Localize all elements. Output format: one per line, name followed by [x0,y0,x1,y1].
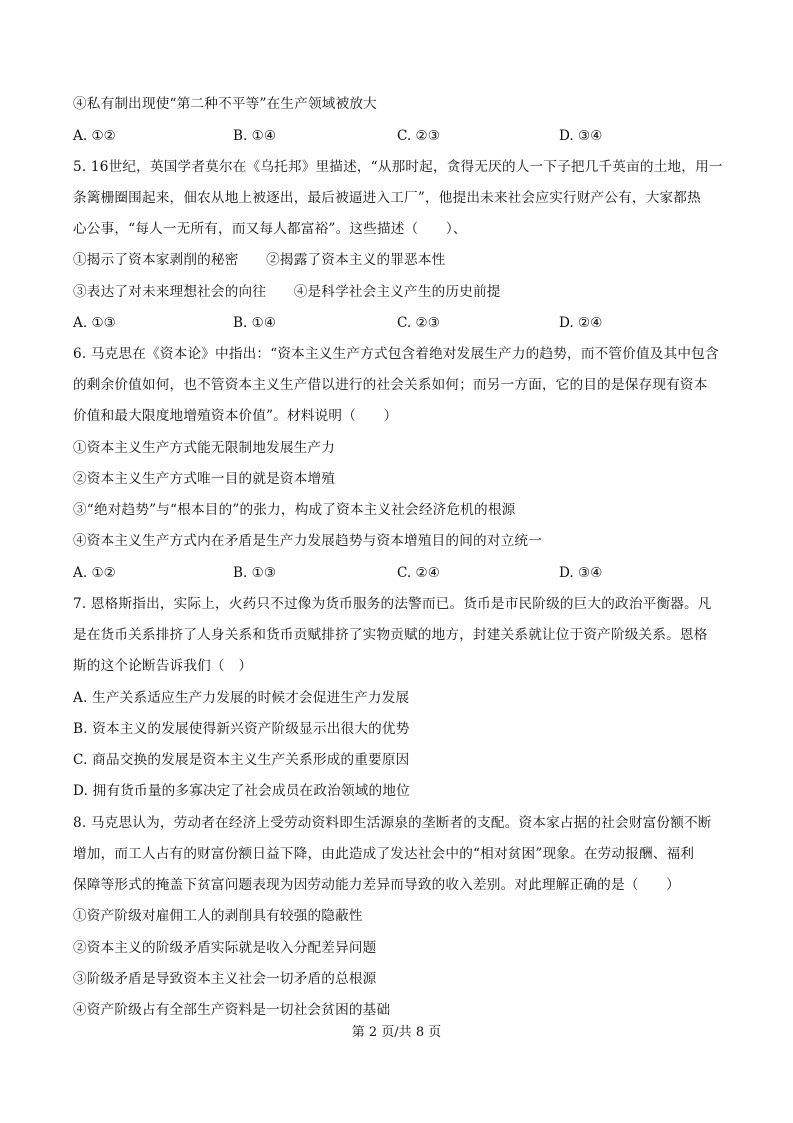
q5-items-line-2: ③表达了对未来理想社会的向往 ④是科学社会主义产生的历史前提 [73,284,501,300]
q5-stem-line-3: 心公事，“每人一无所有，而又每人都富裕”。这些描述（ ）、 [73,221,467,237]
q4-option-d: D. ③④ [559,128,603,144]
q6-item-3: ③“绝对趋势”与“根本目的”的张力，构成了资本主义社会经济危机的根源 [73,502,516,518]
q6-stem-line-3: 价值和最大限度地增殖资本价值”。材料说明（ ） [73,408,398,424]
q8-stem-line-3: 保障等形式的掩盖下贫富问题表现为因劳动能力差异而导致的收入差别。对此理解正确的是（ ） [73,877,680,893]
q7-choice-a: A. 生产关系适应生产力发展的时候才会促进生产力发展 [73,690,410,706]
q8-item-3: ③阶级矛盾是导致资本主义社会一切矛盾的总根源 [73,971,377,987]
q4-item-4: ④私有制出现使“第二种不平等”在生产领域被放大 [73,96,377,112]
q6-option-c: C. ②④ [397,565,440,581]
q8-item-4: ④资产阶级占有全部生产资料是一切社会贫困的基础 [73,1002,391,1018]
q8-stem-line-2: 增加，而工人占有的财富份额日益下降，由此造成了发达社会中的“相对贫困”现象。在劳动报酬、福利 [73,846,695,862]
q5-option-c: C. ②③ [397,315,440,331]
q4-option-a: A. ①② [73,128,116,144]
q8-stem-line-1: 8. 马克思认为，劳动者在经济上受劳动资料即生活源泉的垄断者的支配。资本家占据的社会财富份额不断 [73,815,712,831]
q5-stem-line-1: 5. 16世纪，英国学者莫尔在《乌托邦》里描述，“从那时起，贪得无厌的人一下子把几千英亩的土地，用一 [73,159,723,175]
q6-stem-line-1: 6. 马克思在《资本论》中指出：“资本主义生产方式包含着绝对发展生产力的趋势，而不管价值及其中包含 [73,346,719,362]
q6-item-4: ④资本主义生产方式内在矛盾是生产力发展趋势与资本增殖目的间的对立统一 [73,533,542,549]
q7-stem-line-3: 斯的这个论断告诉我们（ ） [73,658,253,674]
q4-option-c: C. ②③ [397,128,440,144]
q8-item-2: ②资本主义的阶级矛盾实际就是收入分配差异问题 [73,940,377,956]
q5-option-a: A. ①③ [73,315,116,331]
q5-option-d: D. ②④ [559,315,603,331]
q6-stem-line-2: 的剩余价值如何，也不管资本主义生产借以进行的社会关系如何；而另一方面，它的目的是保存现有资本 [73,377,708,393]
q7-choice-b: B. 资本主义的发展使得新兴资产阶级显示出很大的优势 [73,721,410,737]
q4-option-b: B. ①④ [233,128,277,144]
q6-item-2: ②资本主义生产方式唯一目的就是资本增殖 [73,471,336,487]
q5-option-b: B. ①④ [233,315,277,331]
q7-stem-line-1: 7. 恩格斯指出，实际上，火药只不过像为货币服务的法警而已。货币是市民阶级的巨大的政治平衡器。凡 [73,596,712,612]
q5-options [73,313,633,333]
q5-stem-line-2: 条篱栅圈围起来，佃农从地上被逐出，最后被逼进入工厂”，他提出未来社会应实行财产公有，大家都热 [73,190,701,206]
q4-options [73,126,633,146]
page-number-footer: 第 2 页/共 8 页 [351,1025,442,1040]
q8-item-1: ①资产阶级对雇佣工人的剥削具有较强的隐蔽性 [73,908,363,924]
q6-options [73,563,633,583]
q6-option-b: B. ①③ [233,565,277,581]
q6-item-1: ①资本主义生产方式能无限制地发展生产力 [73,440,336,456]
q7-stem-line-2: 是在货币关系排挤了人身关系和货币贡赋排挤了实物贡赋的地方，封建关系就让位于资产阶级关系。恩格 [73,627,708,643]
q5-items-line-1: ①揭示了资本家剥削的秘密 ②揭露了资本主义的罪恶本性 [73,252,446,268]
q7-choice-d: D. 拥有货币量的多寡决定了社会成员在政治领域的地位 [73,783,410,799]
q6-option-a: A. ①② [73,565,116,581]
q6-option-d: D. ③④ [559,565,603,581]
q7-choice-c: C. 商品交换的发展是资本主义生产关系形成的重要原因 [73,752,410,768]
